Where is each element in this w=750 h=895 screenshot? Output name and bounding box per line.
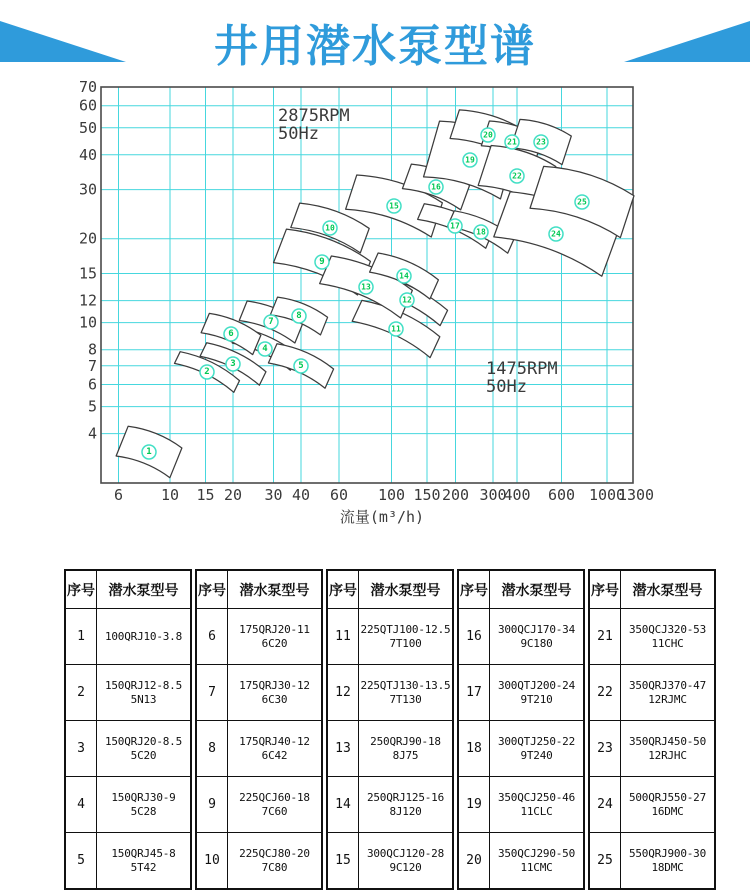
serial-header: 序号 <box>196 570 228 609</box>
region-number: 6 <box>228 329 234 339</box>
serial-header: 序号 <box>589 570 621 609</box>
x-tick-label: 300 <box>479 486 507 504</box>
table-row <box>458 721 584 777</box>
y-tick-label: 50 <box>78 118 97 137</box>
model-cell: 225QCJ80-20 7C80 <box>228 833 323 890</box>
pump-model-table <box>64 569 716 890</box>
table-row <box>65 609 191 665</box>
x-tick-label: 1300 <box>617 486 655 504</box>
table-row <box>327 833 453 890</box>
model-cell: 250QRJ90-18 8J75 <box>359 721 454 777</box>
model-cell: 225QCJ60-18 7C60 <box>228 777 323 833</box>
table-row <box>589 665 715 721</box>
serial-cell: 2 <box>65 665 97 721</box>
rpm-annotation: 50Hz <box>278 124 319 144</box>
model-header: 潜水泵型号 <box>490 570 585 609</box>
y-tick-label: 6 <box>87 375 97 394</box>
y-tick-label: 5 <box>87 397 97 416</box>
region-number: 14 <box>399 271 409 281</box>
model-cell: 250QRJ125-16 8J120 <box>359 777 454 833</box>
pump-table-group <box>64 569 192 890</box>
serial-cell: 14 <box>327 777 359 833</box>
region-number: 13 <box>361 282 371 292</box>
serial-cell: 7 <box>196 665 228 721</box>
y-tick-label: 15 <box>78 264 97 283</box>
region-number: 18 <box>476 227 486 237</box>
y-tick-label: 40 <box>78 145 97 164</box>
serial-cell: 22 <box>589 665 621 721</box>
serial-cell: 20 <box>458 833 490 890</box>
table-row <box>196 609 322 665</box>
region-number: 1 <box>146 447 152 457</box>
serial-cell: 13 <box>327 721 359 777</box>
y-tick-label: 60 <box>78 96 97 115</box>
serial-cell: 8 <box>196 721 228 777</box>
serial-cell: 15 <box>327 833 359 890</box>
model-cell: 100QRJ10-3.8 <box>97 609 192 665</box>
region-number: 8 <box>296 311 302 321</box>
table-row <box>327 721 453 777</box>
model-cell: 150QRJ30-9 5C28 <box>97 777 192 833</box>
model-cell: 300QTJ200-24 9T210 <box>490 665 585 721</box>
model-cell: 225QTJ100-12.5 7T100 <box>359 609 454 665</box>
x-tick-label: 400 <box>503 486 531 504</box>
region-number: 10 <box>325 223 335 233</box>
table-row <box>196 777 322 833</box>
rpm-annotation: 2875RPM <box>278 106 350 126</box>
x-tick-label: 200 <box>441 486 470 504</box>
x-tick-label: 10 <box>160 486 180 504</box>
table-row <box>65 833 191 890</box>
pump-table-group <box>588 569 716 890</box>
table-row <box>65 665 191 721</box>
model-header: 潜水泵型号 <box>359 570 454 609</box>
model-cell: 350QRJ370-47 12RJMC <box>621 665 716 721</box>
serial-header: 序号 <box>327 570 359 609</box>
serial-cell: 4 <box>65 777 97 833</box>
model-header: 潜水泵型号 <box>621 570 716 609</box>
y-tick-label: 30 <box>78 180 97 199</box>
table-row <box>327 777 453 833</box>
serial-cell: 16 <box>458 609 490 665</box>
serial-cell: 24 <box>589 777 621 833</box>
x-tick-label: 150 <box>413 486 441 504</box>
page-title: 井用潜水泵型谱 <box>214 22 536 71</box>
serial-cell: 9 <box>196 777 228 833</box>
y-tick-label: 4 <box>87 424 97 443</box>
pump-spectrum-svg <box>0 80 750 540</box>
region-number: 19 <box>465 155 475 165</box>
table-row <box>589 609 715 665</box>
y-tick-label: 7 <box>87 356 97 375</box>
serial-cell: 21 <box>589 609 621 665</box>
serial-cell: 3 <box>65 721 97 777</box>
x-tick-label: 30 <box>264 486 283 504</box>
serial-header: 序号 <box>458 570 490 609</box>
table-row <box>196 833 322 890</box>
rpm-annotation: 1475RPM <box>486 359 558 379</box>
y-tick-label: 8 <box>87 340 97 359</box>
model-cell: 300QCJ170-34 9C180 <box>490 609 585 665</box>
table-row <box>589 833 715 890</box>
y-tick-label: 12 <box>78 291 97 310</box>
x-tick-label: 6 <box>113 486 124 504</box>
model-cell: 150QRJ20-8.5 5C20 <box>97 721 192 777</box>
model-cell: 300QTJ250-22 9T240 <box>490 721 585 777</box>
y-tick-label: 70 <box>78 80 97 96</box>
serial-cell: 17 <box>458 665 490 721</box>
region-number: 3 <box>230 359 236 369</box>
table-row <box>589 721 715 777</box>
region-number: 20 <box>483 130 493 140</box>
region-number: 24 <box>551 229 561 239</box>
table-row <box>458 777 584 833</box>
serial-cell: 11 <box>327 609 359 665</box>
rpm-annotation: 50Hz <box>486 377 527 397</box>
region-number: 4 <box>262 344 268 354</box>
model-header: 潜水泵型号 <box>228 570 323 609</box>
table-row <box>65 721 191 777</box>
model-cell: 175QRJ30-12 6C30 <box>228 665 323 721</box>
x-tick-label: 40 <box>291 486 311 504</box>
region-number: 12 <box>402 295 412 305</box>
x-tick-label: 15 <box>196 486 215 504</box>
table-row <box>458 833 584 890</box>
pump-table-group <box>326 569 454 890</box>
region-number: 11 <box>391 324 401 334</box>
pump-table-group <box>195 569 323 890</box>
x-tick-label: 20 <box>223 486 243 504</box>
serial-cell: 19 <box>458 777 490 833</box>
model-cell: 300QCJ120-28 9C120 <box>359 833 454 890</box>
model-cell: 350QCJ320-53 11CHC <box>621 609 716 665</box>
model-cell: 350QCJ290-50 11CMC <box>490 833 585 890</box>
region-number: 9 <box>319 257 325 267</box>
serial-cell: 25 <box>589 833 621 890</box>
table-row <box>458 609 584 665</box>
region-number: 5 <box>298 361 304 371</box>
table-row <box>196 721 322 777</box>
model-cell: 225QTJ130-13.5 7T130 <box>359 665 454 721</box>
x-tick-label: 1000 <box>588 486 626 504</box>
region-number: 16 <box>431 182 441 192</box>
x-tick-label: 60 <box>329 486 349 504</box>
region-number: 17 <box>450 221 460 231</box>
model-cell: 350QRJ450-50 12RJHC <box>621 721 716 777</box>
table-row <box>327 665 453 721</box>
serial-cell: 6 <box>196 609 228 665</box>
serial-cell: 18 <box>458 721 490 777</box>
model-cell: 175QRJ20-11 6C20 <box>228 609 323 665</box>
table-row <box>196 665 322 721</box>
serial-cell: 10 <box>196 833 228 890</box>
table-row <box>589 777 715 833</box>
model-header: 潜水泵型号 <box>97 570 192 609</box>
model-cell: 350QCJ250-46 11CLC <box>490 777 585 833</box>
y-tick-label: 10 <box>78 313 97 332</box>
model-cell: 150QRJ12-8.5 5N13 <box>97 665 192 721</box>
pump-spectrum-chart <box>0 80 750 540</box>
model-cell: 175QRJ40-12 6C42 <box>228 721 323 777</box>
model-cell: 150QRJ45-8 5T42 <box>97 833 192 890</box>
table-row <box>65 777 191 833</box>
serial-cell: 23 <box>589 721 621 777</box>
region-number: 2 <box>204 367 210 377</box>
pump-table-group <box>457 569 585 890</box>
x-tick-label: 600 <box>547 486 576 504</box>
x-tick-label: 100 <box>377 486 406 504</box>
model-cell: 500QRJ550-27 16DMC <box>621 777 716 833</box>
serial-cell: 12 <box>327 665 359 721</box>
serial-header: 序号 <box>65 570 97 609</box>
region-number: 7 <box>268 317 274 327</box>
model-cell: 550QRJ900-30 18DMC <box>621 833 716 890</box>
region-number: 22 <box>512 171 522 181</box>
serial-cell: 1 <box>65 609 97 665</box>
table-row <box>327 609 453 665</box>
region-number: 21 <box>507 137 517 147</box>
x-axis-title: 流量(m³/h) <box>339 508 425 526</box>
table-row <box>458 665 584 721</box>
y-tick-label: 20 <box>78 229 97 248</box>
region-number: 23 <box>536 137 546 147</box>
region-number: 25 <box>577 197 587 207</box>
region-number: 15 <box>389 201 399 211</box>
serial-cell: 5 <box>65 833 97 890</box>
